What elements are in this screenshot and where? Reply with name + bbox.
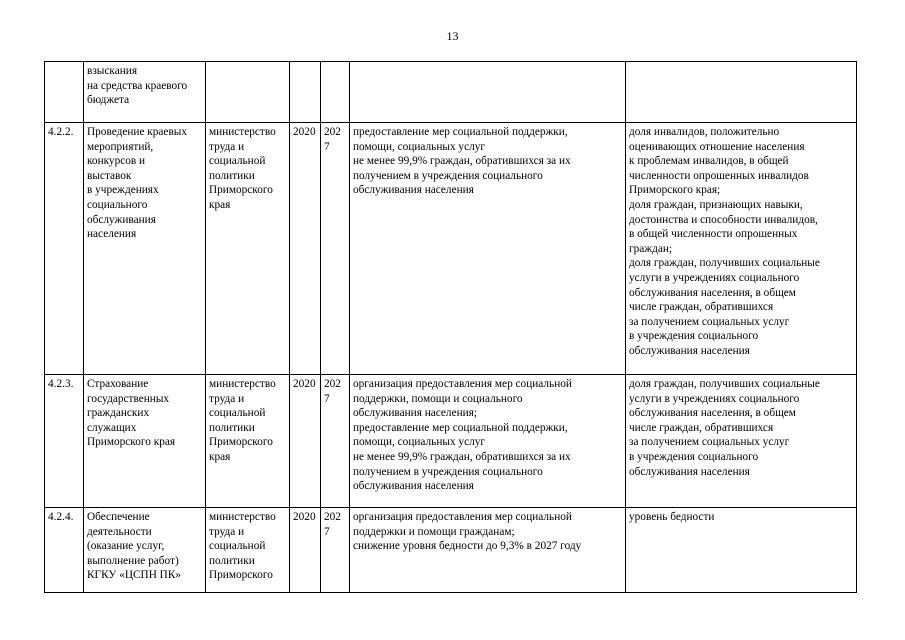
text-line: доля граждан, получивших социальные: [629, 378, 820, 390]
text-line: оценивающих отношение населения: [629, 140, 805, 153]
text-line: помощи, социальных услуг: [353, 436, 486, 449]
text-line: поддержки, помощи и социального: [353, 392, 523, 405]
text-line: организация предоставления мер социальной: [353, 378, 572, 390]
text-line: мероприятий,: [87, 140, 154, 153]
text-line: за получением социальных услуг: [629, 436, 790, 449]
indicator-cell: [626, 508, 857, 593]
text-line: к проблемам инвалидов, в общей: [629, 155, 789, 168]
text-line: обслуживания населения, в общем: [629, 286, 796, 299]
text-line: социальной: [209, 540, 266, 553]
text-line: обслуживания населения: [353, 480, 474, 493]
text-line: взыскания: [87, 65, 138, 77]
text-line: обслуживания населения: [629, 465, 750, 478]
text-line: края: [209, 198, 231, 211]
text-line: доля инвалидов, положительно: [629, 126, 780, 138]
table-row: [45, 375, 857, 508]
table-row: [45, 62, 857, 123]
text-line: министерство: [209, 378, 276, 390]
result-cell: [350, 375, 626, 508]
measure-cell: [84, 375, 206, 508]
text-line: за получением социальных услуг: [629, 315, 790, 328]
text-line: Обеспечение: [87, 511, 150, 523]
text-line: организация предоставления мер социальной: [353, 511, 572, 523]
start-year-cell: 2020: [290, 123, 321, 375]
result-cell: [350, 508, 626, 593]
text-line: государственных: [87, 392, 170, 405]
text-line: поддержки и помощи гражданам;: [353, 525, 515, 538]
text-line: обслуживания населения, в общем: [629, 407, 796, 420]
text-line: КГКУ «ЦСПН ПК»: [87, 569, 182, 582]
text-line: труда и: [209, 392, 245, 405]
text-line: в учреждения социального: [629, 330, 759, 343]
measure-cell: [84, 508, 206, 593]
text-line: края: [209, 450, 231, 463]
result-cell: [350, 123, 626, 375]
text-line: граждан;: [629, 242, 673, 255]
start-year-cell: [290, 62, 321, 123]
indicator-cell: [626, 375, 857, 508]
text-line: обслуживания населения: [629, 344, 750, 357]
row-number-cell: 4.2.4.: [45, 508, 84, 593]
text-line: труда и: [209, 525, 245, 538]
text-line: на средства краевого: [87, 79, 188, 92]
end-year-cell: 2027: [321, 508, 350, 593]
executor-cell: [206, 62, 290, 123]
row-number-cell: 4.2.3.: [45, 375, 84, 508]
text-line: в общей численности опрошенных: [629, 228, 798, 241]
text-line: выполнение работ): [87, 554, 179, 567]
text-line: доля граждан, получивших социальные: [629, 257, 820, 270]
text-line: доля граждан, признающих навыки,: [629, 198, 803, 211]
indicator-cell: [626, 123, 857, 375]
text-line: достоинства и способности инвалидов,: [629, 213, 818, 226]
text-line: числе граждан, обратившихся: [629, 301, 774, 314]
text-line: предоставление мер социальной поддержки,: [353, 421, 568, 434]
text-line: выставок: [87, 169, 132, 182]
text-line: социального: [87, 198, 148, 211]
text-line: деятельности: [87, 525, 152, 538]
text-line: не менее 99,9% граждан, обратившихся за их: [353, 155, 571, 168]
text-line: услуги в учреждениях социального: [629, 392, 800, 405]
result-cell: [350, 62, 626, 123]
text-line: обслуживания населения: [353, 184, 474, 197]
text-line: социальной: [209, 155, 266, 168]
program-measures-table: [44, 61, 857, 593]
text-line: министерство: [209, 126, 276, 138]
executor-cell: [206, 375, 290, 508]
text-line: Проведение краевых: [87, 126, 188, 138]
text-line: (оказание услуг,: [87, 540, 165, 553]
text-line: в учреждения социального: [629, 450, 759, 463]
text-line: получением в учреждения социального: [353, 465, 543, 478]
start-year-cell: 2020: [290, 375, 321, 508]
text-line: бюджета: [87, 94, 130, 107]
measure-cell: [84, 62, 206, 123]
start-year-cell: 2020: [290, 508, 321, 593]
text-line: служащих: [87, 421, 137, 434]
indicator-cell: [626, 62, 857, 123]
text-line: снижение уровня бедности до 9,3% в 2027 году: [353, 540, 582, 553]
text-line: Приморского: [209, 569, 273, 582]
executor-cell: [206, 508, 290, 593]
end-year-cell: 2027: [321, 375, 350, 508]
end-year-cell: [321, 62, 350, 123]
text-line: политики: [209, 554, 255, 567]
text-line: помощи, социальных услуг: [353, 140, 486, 153]
text-line: Приморского: [209, 436, 273, 449]
text-line: конкурсов и: [87, 155, 146, 168]
page-number: 13: [446, 29, 459, 43]
text-line: населения: [87, 228, 137, 241]
text-line: в учреждениях: [87, 184, 159, 197]
text-line: получением в учреждения социального: [353, 169, 543, 182]
text-line: социальной: [209, 407, 266, 420]
text-line: численности опрошенных инвалидов: [629, 169, 809, 182]
text-line: Приморского края: [87, 436, 176, 449]
text-line: не менее 99,9% граждан, обратившихся за их: [353, 450, 571, 463]
text-line: Страхование: [87, 378, 149, 390]
text-line: уровень бедности: [629, 511, 715, 523]
text-line: гражданских: [87, 407, 150, 420]
table-row: [45, 123, 857, 375]
text-line: труда и: [209, 140, 245, 153]
end-year-cell: 2027: [321, 123, 350, 375]
row-number-cell: [45, 62, 84, 123]
text-line: предоставление мер социальной поддержки,: [353, 126, 568, 138]
text-line: числе граждан, обратившихся: [629, 421, 774, 434]
text-line: политики: [209, 169, 255, 182]
executor-cell: [206, 123, 290, 375]
text-line: Приморского края;: [629, 184, 721, 197]
text-line: услуги в учреждениях социального: [629, 271, 800, 284]
text-line: Приморского: [209, 184, 273, 197]
table-row: [45, 508, 857, 593]
text-line: обслуживания населения;: [353, 407, 478, 420]
row-number-cell: 4.2.2.: [45, 123, 84, 375]
text-line: политики: [209, 421, 255, 434]
text-line: министерство: [209, 511, 276, 523]
measure-cell: [84, 123, 206, 375]
text-line: обслуживания: [87, 213, 156, 226]
